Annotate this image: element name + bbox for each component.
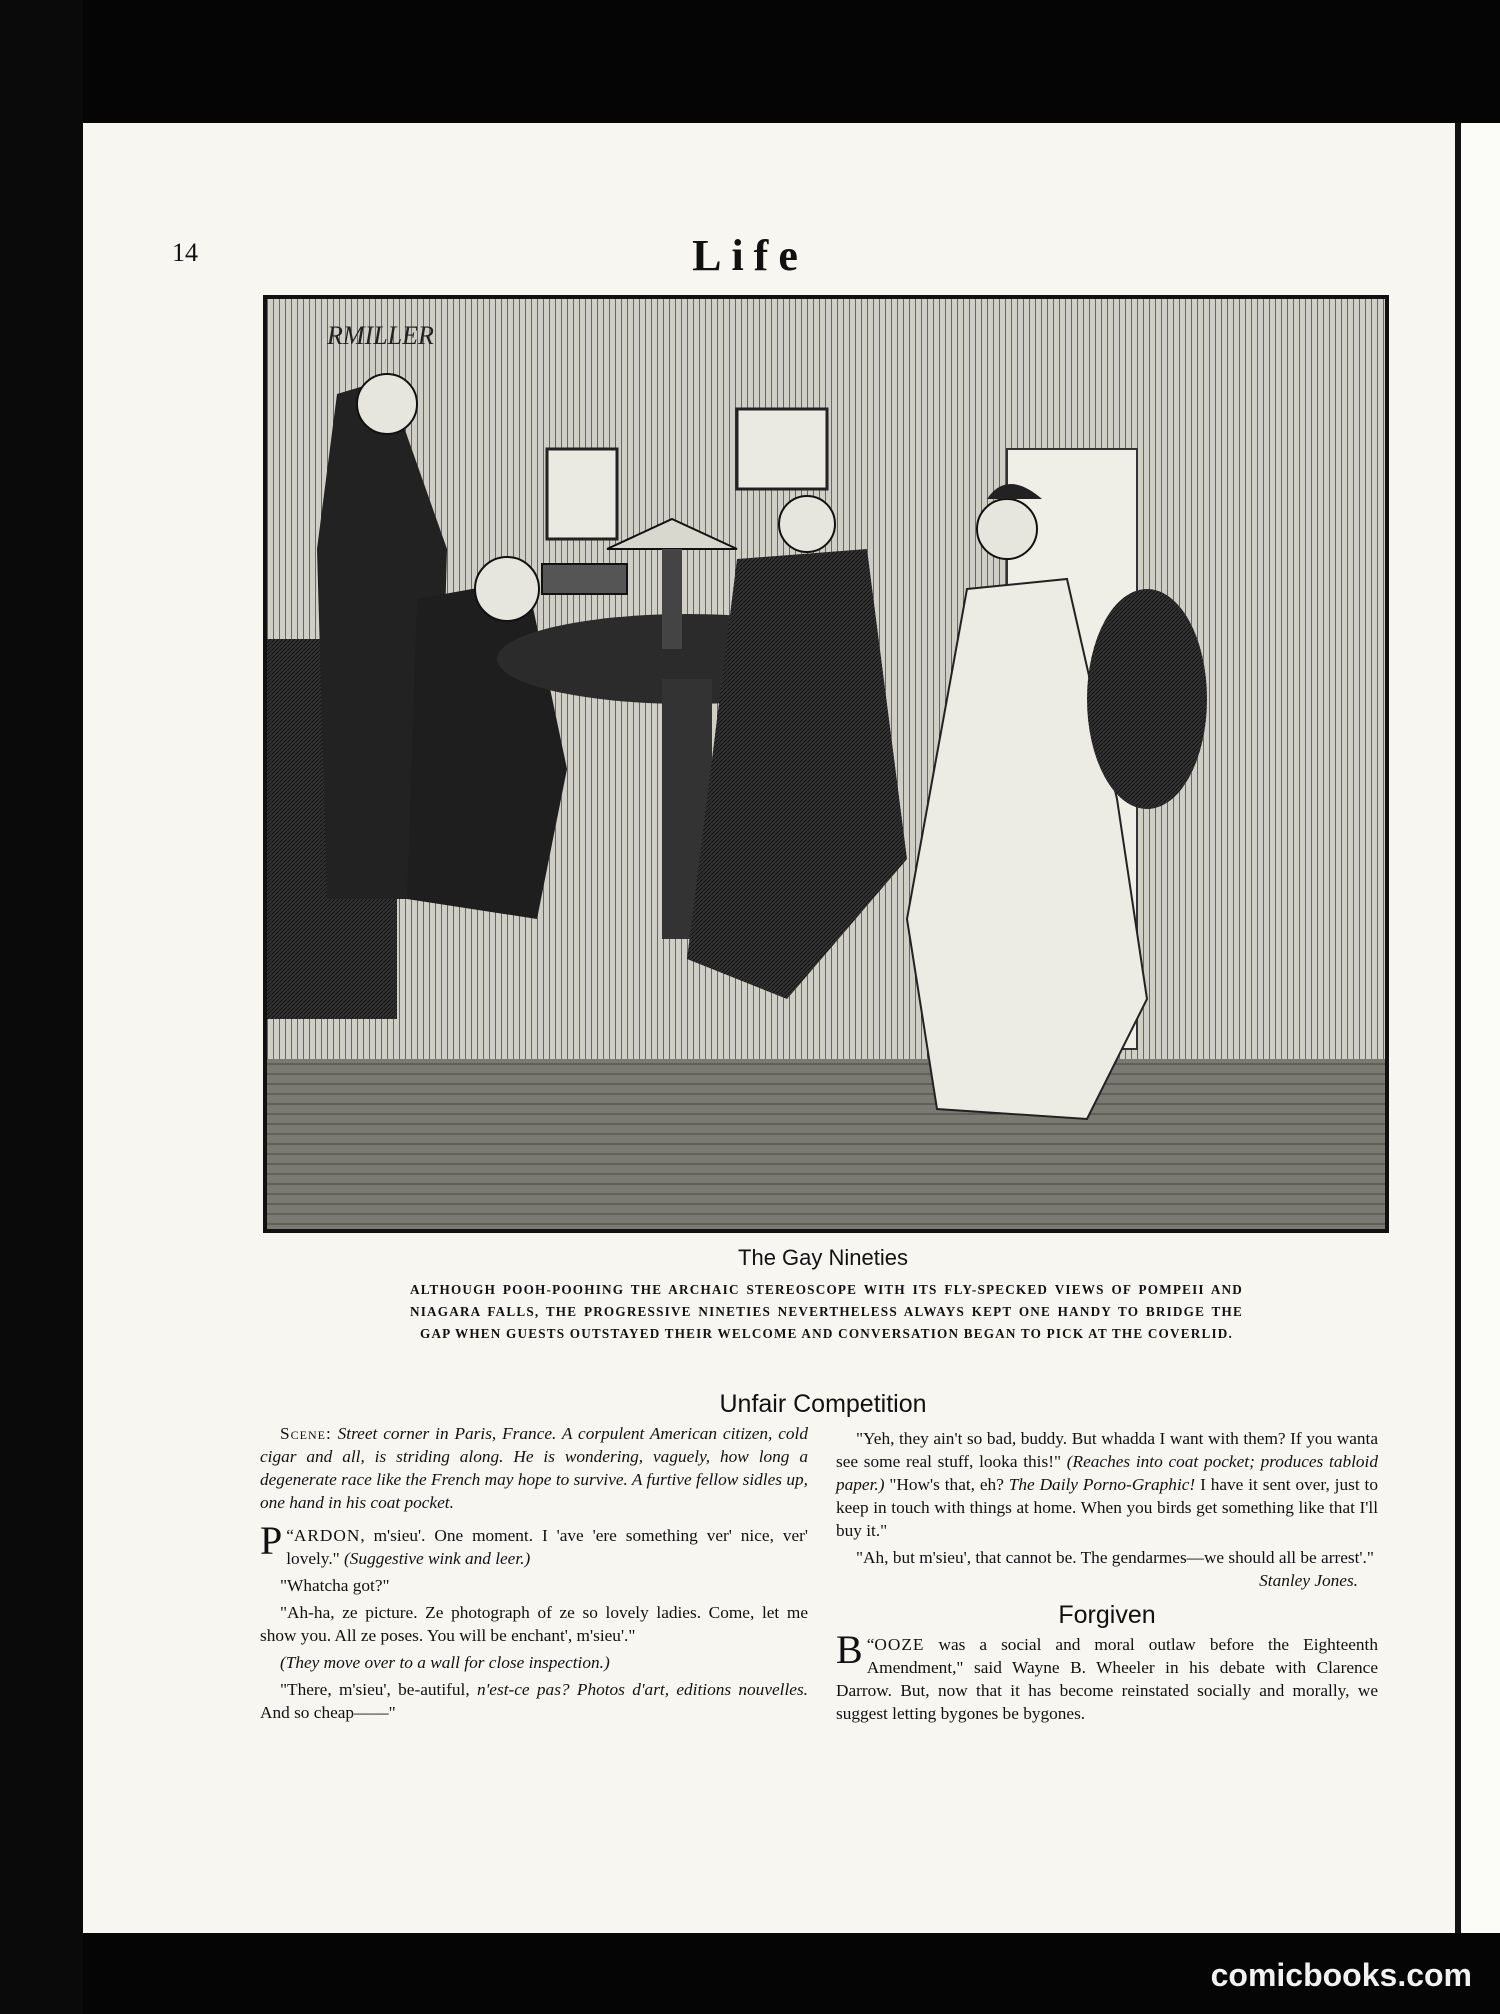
- picture-frame: [737, 409, 827, 489]
- dialogue-paragraph: "There, m'sieu', be-autiful, n'est-ce pas? Photos d'art, editions nouvelles. And so cheap——": [260, 1680, 808, 1722]
- chair: [1087, 589, 1207, 809]
- caption-text: ALTHOUGH POOH-POOHING THE ARCHAIC STEREOSCOPE WITH ITS FLY-SPECKED VIEWS OF POMPEII AND NIAGARA FALLS, THE PROGRESSIVE NINETIES NEVERTHELESS ALWAYS KEPT ONE HANDY TO BRIDGE THE GAP WHEN GUESTS OUTSTAYED THEIR WELCOME AND CONVERSATION BEGAN TO PICK AT THE COVERLID.: [410, 1282, 1243, 1341]
- masthead-title: Life: [692, 231, 808, 280]
- drop-cap: B: [836, 1627, 863, 1672]
- scene-label: Scene:: [280, 1424, 332, 1443]
- illustration-drawing: [267, 299, 1385, 1229]
- artist-signature: RMILLER: [327, 321, 434, 350]
- scene-text: Street corner in Paris, France. A corpulent American citizen, cold cigar and all, is striding along. He is wondering, vaguely, how long a degenerate race like the French may hope to survive. A furtive fellow sidles up, one hand in his coat pocket.: [260, 1424, 808, 1512]
- author-signature: Stanley Jones.: [1259, 1571, 1358, 1590]
- article-heading-unfair-competition: Unfair Competition: [719, 1390, 927, 1418]
- drop-cap: P: [260, 1518, 283, 1563]
- article-column-right: [836, 1427, 1378, 1729]
- watermark: comicbooks.com: [1210, 1957, 1472, 1993]
- stage-direction: (They move over to a wall for close inspection.): [280, 1653, 610, 1672]
- dialogue-paragraph: "Ah, but m'sieu', that cannot be. The gendarmes—we should all be arrest'." Stanley Jones.: [856, 1548, 1374, 1590]
- dialogue-paragraph: “ P ARDON, m'sieu'. One moment. I 'ave 'ere something ver' nice, ver' lovely." (Suggestive wink and leer.): [260, 1518, 808, 1568]
- cartoon-illustration: [263, 295, 1389, 1233]
- facing-page-edge: [1455, 123, 1500, 1933]
- caption-title: The Gay Nineties: [738, 1245, 908, 1270]
- dialogue-paragraph: "Yeh, they ain't so bad, buddy. But whadda I want with them? If you wanta see some real stuff, looka this!" (Reaches into coat pocket; produces tabloid paper.) "How's that, eh? The Daily Porno-Graphic! I have it sent over, just to keep in touch with things at home. When you birds get something like that I'll buy it.": [836, 1429, 1378, 1540]
- forgiven-paragraph: “ B OOZE was a social and moral outlaw before the Eighteenth Amendment," said Wayne B. Wheeler in his debate with Clarence Darrow. But, now that it has become reinstated socially and morally, we suggest letting bygones be bygones.: [836, 1627, 1378, 1723]
- picture-frame: [547, 449, 617, 539]
- stereoscope: [542, 564, 627, 594]
- scene-paragraph: [260, 1422, 808, 1514]
- article-column-left: [260, 1422, 808, 1728]
- scan-border: [0, 0, 83, 2014]
- page-number: 14: [172, 238, 198, 267]
- dialogue-paragraph: "Ah-ha, ze picture. Ze photograph of ze so lovely ladies. Come, let me show you. All ze poses. You will be enchant', m'sieu'.": [260, 1603, 808, 1645]
- article-heading-forgiven: Forgiven: [1058, 1601, 1156, 1629]
- dialogue-paragraph: "Whatcha got?": [280, 1576, 390, 1595]
